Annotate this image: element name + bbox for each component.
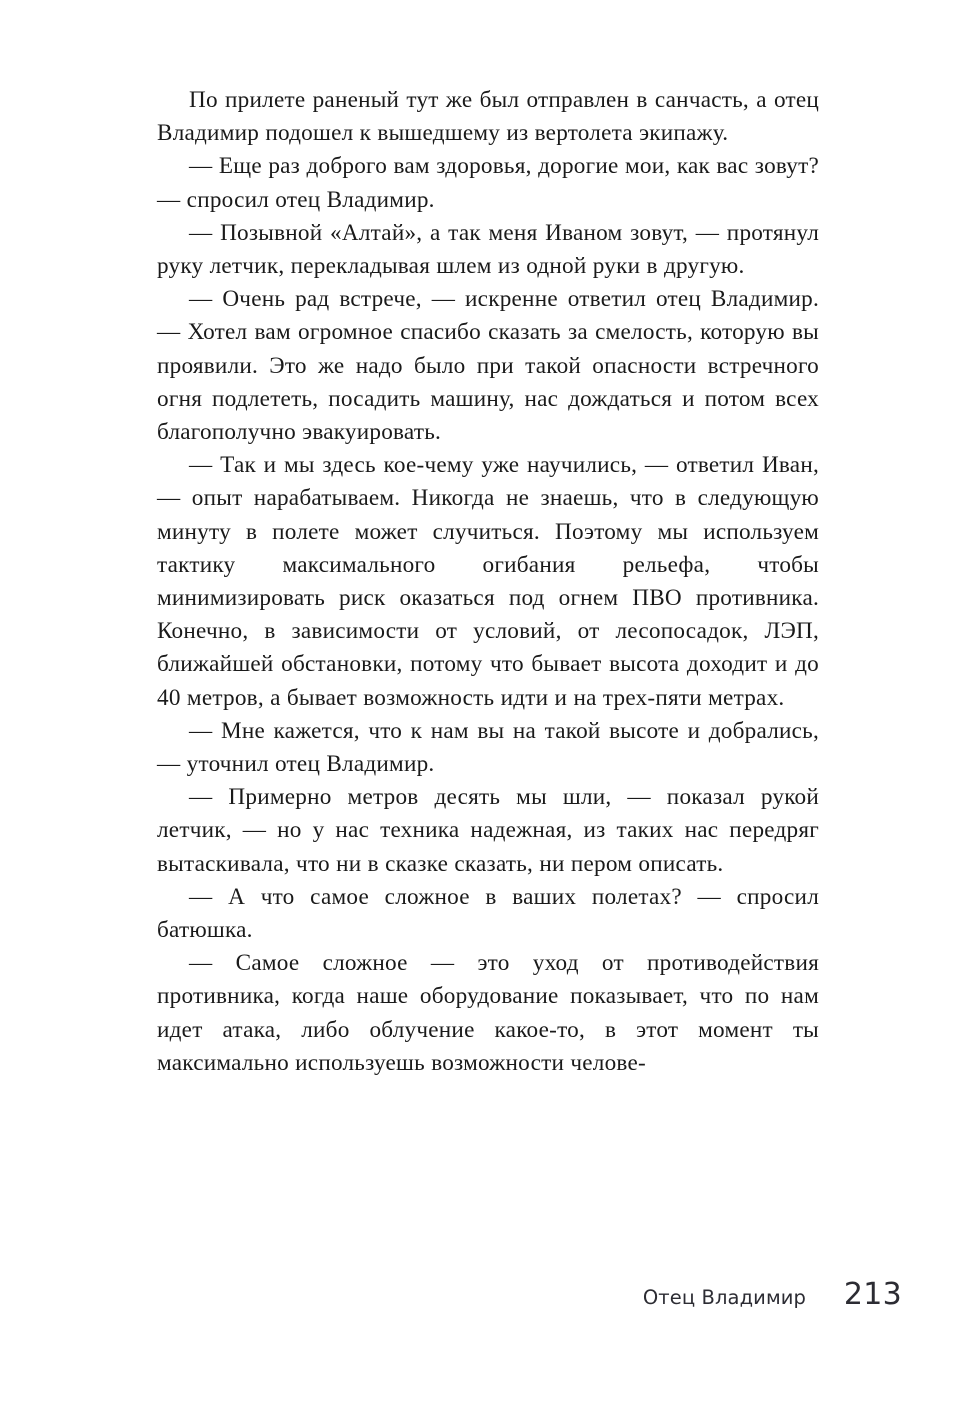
paragraph: — Самое сложное — это уход от противодействия противника, когда наше оборудование показывает, что по нам идет атака, либо облучение какое-то, в этот момент ты максимально используешь возможности челове-	[157, 950, 819, 1076]
paragraph: — Примерно метров десять мы шли, — показал рукой летчик, — но у нас техника надежная, из таких нас передряг вытаскивала, что ни в сказке сказать, ни пером описать.	[157, 784, 819, 877]
paragraph: — Очень рад встрече, — искренне ответил отец Владимир. — Хотел вам огромное спасибо сказать за смелость, которую вы проявили. Это же надо было при такой опасности встречного огня подлететь, посадить машину, нас дождаться и потом всех благополучно эвакуировать.	[157, 286, 819, 446]
paragraph: — Еще раз доброго вам здоровья, дорогие мои, как вас зовут? — спросил отец Владимир.	[157, 153, 819, 213]
paragraph: — Так и мы здесь кое-чему уже научились, — ответил Иван, — опыт нарабатываем. Никогда не знаешь, что в следующую минуту в полете может случиться. Поэтому мы используем тактику максимального огибания рельефа, чтобы минимизировать риск оказаться под огнем ПВО противника. Конечно, в зависимости от условий, от лесопосадок, ЛЭП, ближайшей обстановки, потому что бывает высота доходит и до 40 метров, а бывает возможность идти и на трех-пяти метрах.	[157, 452, 819, 711]
page-footer	[157, 1278, 902, 1326]
page-number: 213	[843, 1277, 902, 1312]
paragraph: — Мне кажется, что к нам вы на такой высоте и добрались, — уточнил отец Владимир.	[157, 717, 819, 778]
paragraph: По прилете раненый тут же был отправлен в санчасть, а отец Владимир подошел к вышедшему из вертолета экипажу.	[157, 87, 819, 147]
body-text-column	[157, 84, 819, 1080]
paragraph: — А что самое сложное в ваших полетах? — спросил батюшка.	[157, 883, 819, 944]
running-head: Отец Владимир	[642, 1286, 806, 1309]
paragraph: — Позывной «Алтай», а так меня Иваном зовут, — протянул руку летчик, перекладывая шлем из одной руки в другую.	[157, 219, 819, 280]
